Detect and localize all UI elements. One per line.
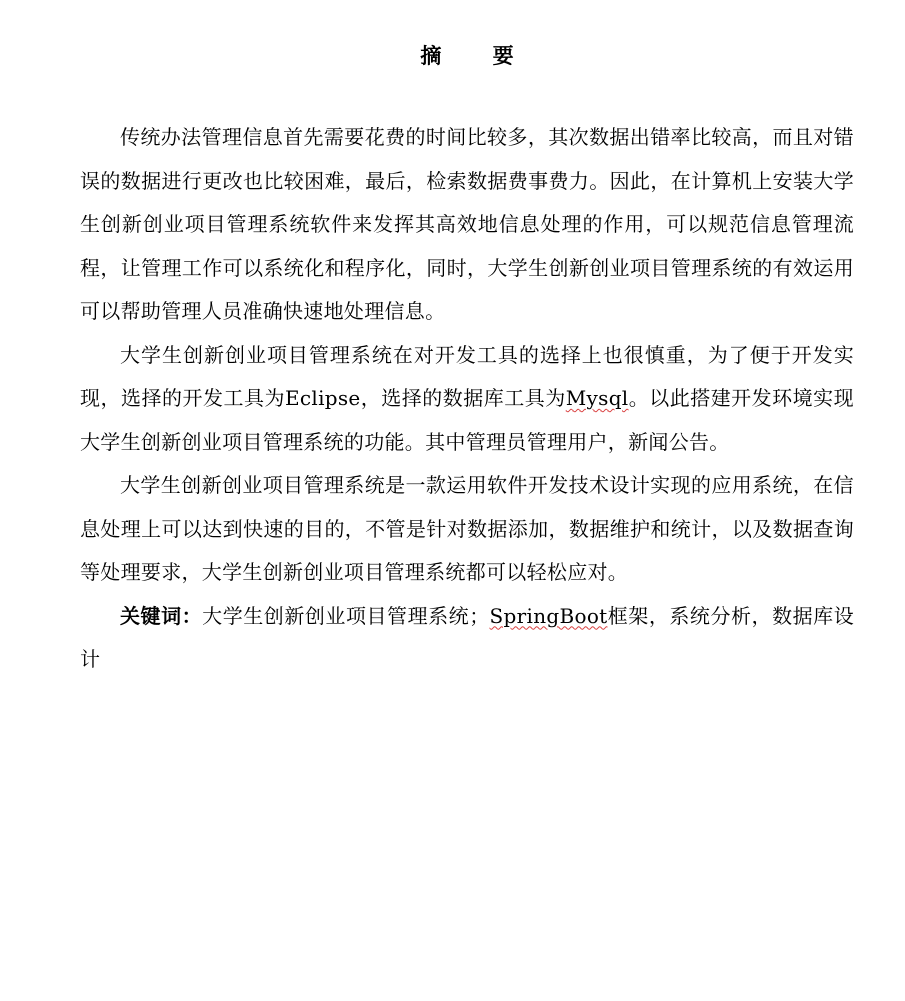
abstract-title: 摘 要 (420, 43, 536, 68)
paragraph-1-text: 传统办法管理信息首先需要花费的时间比较多，其次数据出错率比较高，而且对错误的数据进行更改也比较困难，最后，检索数据费事费力。因此，在计算机上安装大学生创新创业项目管理系统软件来发挥其高效地信息处理的作用，可以规范信息管理流程，让管理工作可以系统化和程序化，同时，大学生创新创业项目管理系统的有效运用可以帮助管理人员准确快速地处理信息。 (80, 125, 854, 323)
keywords-text-end: 框架，系统分析，数据库设计 (80, 603, 855, 671)
framework-name: SpringBoot (489, 603, 608, 628)
keywords-paragraph (80, 595, 854, 682)
abstract-paragraph-3 (80, 464, 854, 595)
paragraph-2-text-end: 。以此搭建开发环境实现大学生创新创业项目管理系统的功能。其中管理员管理用户，新闻公告。 (80, 386, 854, 454)
paragraph-2-text-start: 大学生创新创业项目管理系统在对开发工具的选择上也很慎重，为了便于开发实现，选择的开发工具为Eclipse，选择的数据库工具为 (80, 342, 854, 410)
abstract-paragraph-2 (80, 334, 854, 465)
database-tool-name: Mysql (565, 386, 629, 410)
document-page (80, 38, 854, 682)
paragraph-3-text: 大学生创新创业项目管理系统是一款运用软件开发技术设计实现的应用系统，在信息处理上可以达到快速的目的，不管是针对数据添加，数据维护和统计，以及数据查询等处理要求，大学生创新创业项目管理系统都可以轻松应对。 (80, 473, 854, 584)
abstract-paragraph-1 (80, 116, 854, 334)
keywords-text-start: 大学生创新创业项目管理系统； (202, 603, 490, 628)
keywords-label: 关键词： (120, 603, 203, 628)
